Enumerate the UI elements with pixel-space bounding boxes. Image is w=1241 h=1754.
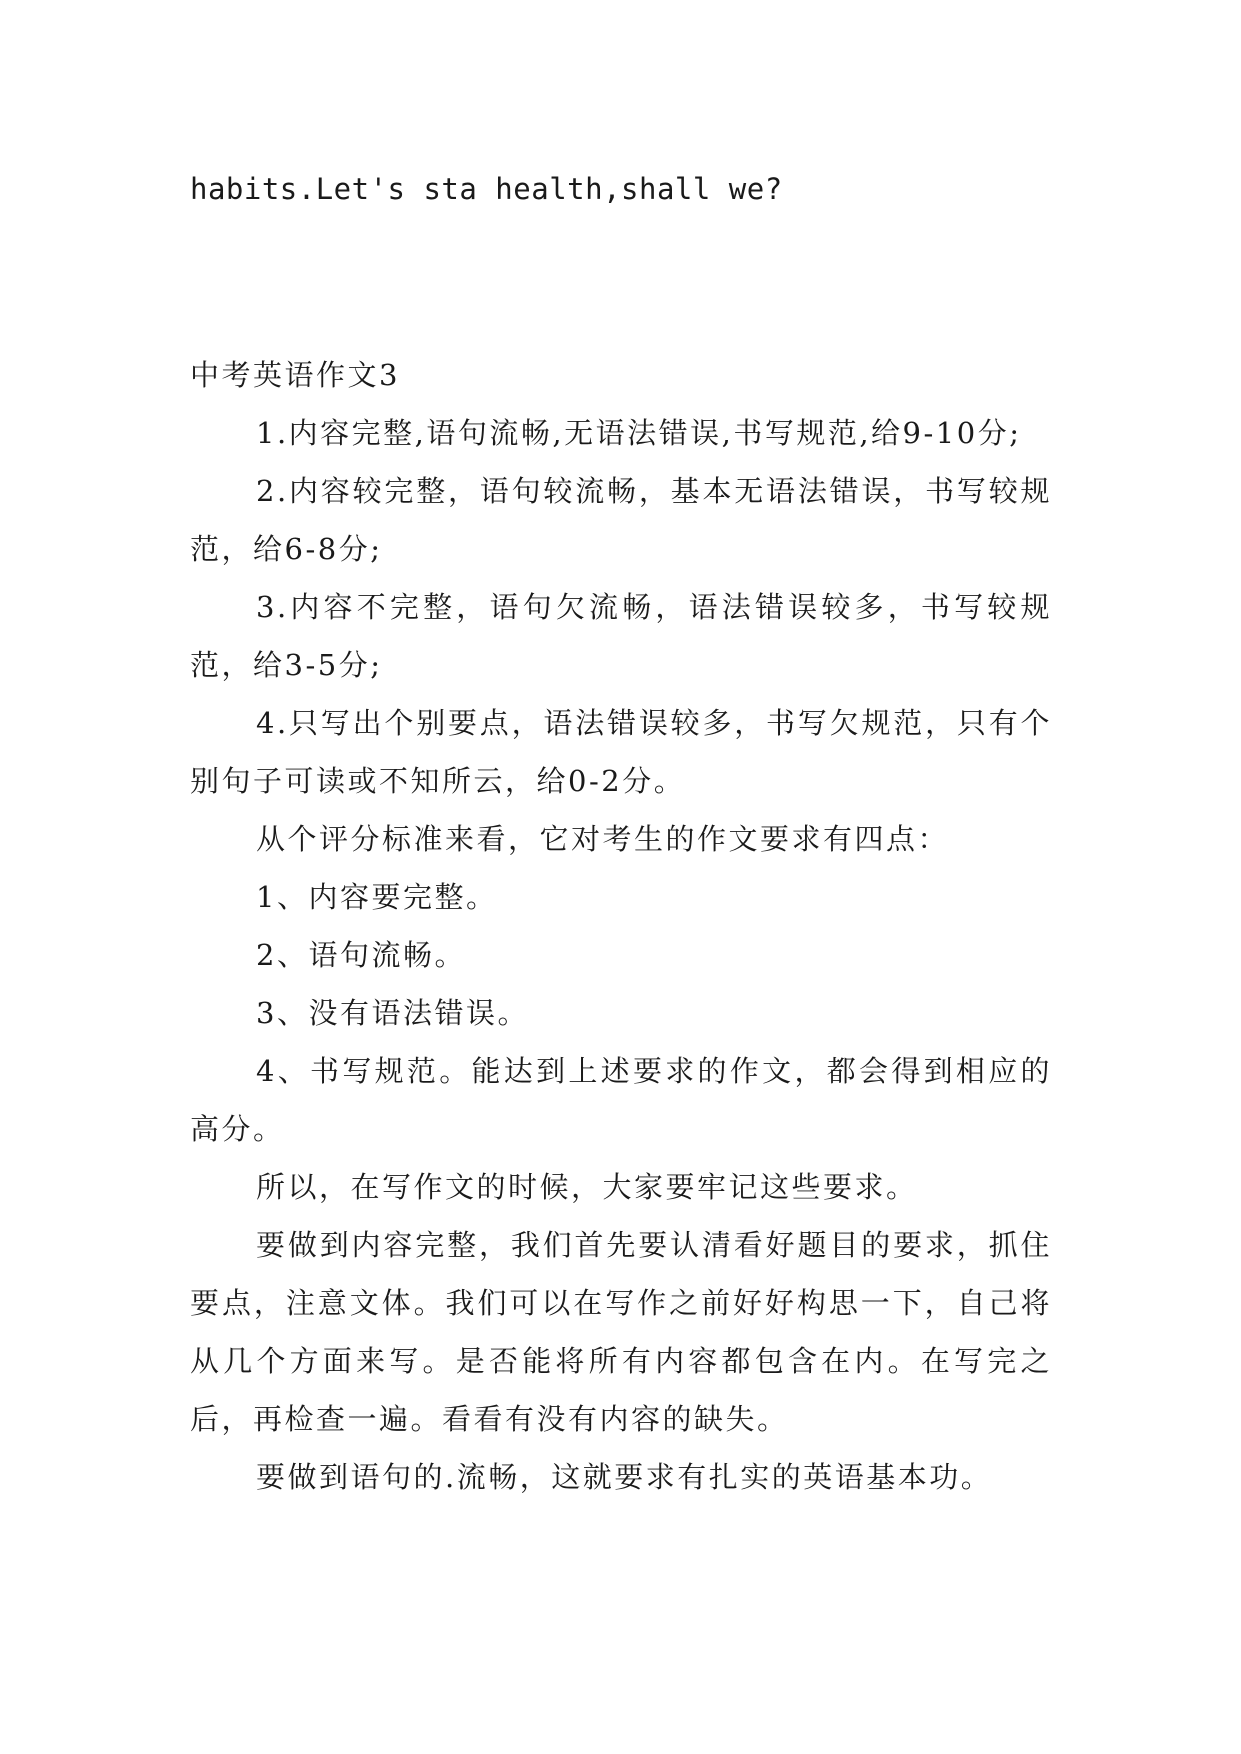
continued-english-line: habits.Let's sta health,shall we?: [190, 172, 783, 206]
paragraph-scoring-2: 2.内容较完整，语句较流畅，基本无语法错误，书写较规范，给6-8分;: [190, 474, 1052, 566]
paragraph-scoring-4: 4.只写出个别要点，语法错误较多，书写欠规范，只有个别句子可读或不知所云，给0-2分。: [190, 706, 1052, 798]
paragraph-requirements-intro: 从个评分标准来看，它对考生的作文要求有四点：: [256, 822, 950, 856]
requirement-item-2: 2、语句流畅。: [256, 938, 466, 972]
section-spacer: [190, 218, 1052, 346]
paragraph-remember: 所以，在写作文的时候，大家要牢记这些要求。: [256, 1170, 918, 1204]
section-title: 中考英语作文3: [190, 358, 400, 392]
requirement-item-4: 4、书写规范。能达到上述要求的作文，都会得到相应的高分。: [190, 1054, 1052, 1146]
paragraph-scoring-1: 1.内容完整,语句流畅,无语法错误,书写规范,给9-10分;: [256, 416, 1022, 450]
requirement-item-1: 1、内容要完整。: [256, 880, 498, 914]
document-body: [190, 160, 1052, 1506]
paragraph-fluency: 要做到语句的.流畅，这就要求有扎实的英语基本功。: [256, 1460, 993, 1494]
paragraph-content-complete: 要做到内容完整，我们首先要认清看好题目的要求，抓住要点，注意文体。我们可以在写作之前好好构思一下，自己将从几个方面来写。是否能将所有内容都包含在内。在写完之后，再检查一遍。看看有没有内容的缺失。: [190, 1228, 1052, 1436]
requirement-item-3: 3、没有语法错误。: [256, 996, 529, 1030]
paragraph-scoring-3: 3.内容不完整，语句欠流畅，语法错误较多，书写较规范，给3-5分;: [190, 590, 1052, 682]
